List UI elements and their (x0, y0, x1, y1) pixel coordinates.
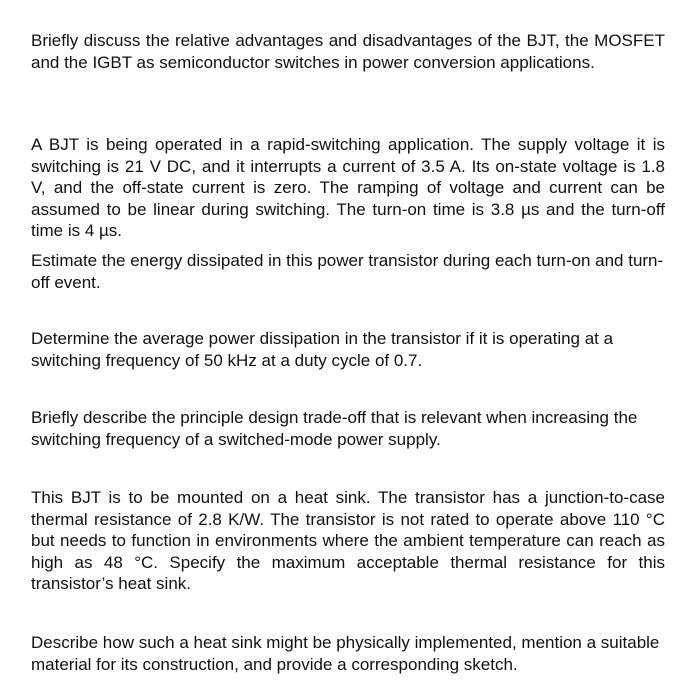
question-bjt-switching-scenario: A BJT is being operated in a rapid-switching application. The supply voltage it is switching is 21 V DC, and it interrupts a current of 3.5 A. Its on-state voltage is 1.8 V, and the off-state current is zero. The ramping of voltage and current can be assumed to be linear during switching. The turn-on time is 3.8 µs and the turn-off time is 4 µs. (31, 135, 665, 240)
question-switching-frequency-tradeoff: Briefly describe the principle design trade-off that is relevant when increasing the switching frequency of a switched-mode power supply. (31, 408, 638, 449)
question-average-power: Determine the average power dissipation in the transistor if it is operating at a switching frequency of 50 kHz at a duty cycle of 0.7. (31, 329, 614, 370)
question-switching-energy: Estimate the energy dissipated in this power transistor during each turn-on and turn-off event. (31, 251, 664, 292)
question-bjt-mosfet-igbt-comparison: Briefly discuss the relative advantages and disadvantages of the BJT, the MOSFET and the IGBT as semiconductor switches in power conversion applications. (31, 31, 665, 72)
question-heat-sink-thermal-resistance: This BJT is to be mounted on a heat sink. The transistor has a junction-to-case thermal resistance of 2.8 K/W. The transistor is not rated to operate above 110 °C but needs to function in environments where the ambient temperature can reach as high as 48 °C. Specify the maximum acceptable thermal resistance for this transistor’s heat sink. (31, 488, 665, 593)
question-heat-sink-implementation: Describe how such a heat sink might be physically implemented, mention a suitable material for its construction, and provide a corresponding sketch. (31, 633, 660, 674)
